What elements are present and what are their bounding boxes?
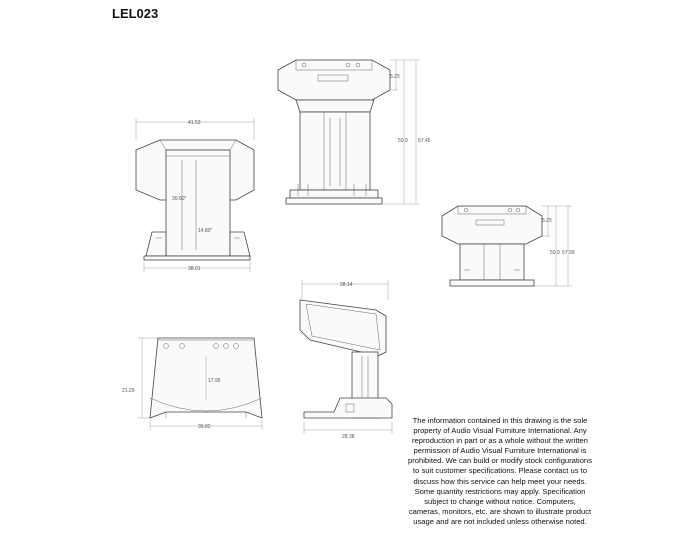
front-view	[136, 118, 254, 272]
side-top-height-label: 5.25	[390, 74, 400, 80]
right-view	[442, 206, 575, 286]
bottom-inner-height-label: 17.95	[208, 378, 221, 384]
front-width-label: 41.53	[188, 120, 201, 126]
bottom-height-label: 21.29	[122, 388, 135, 394]
right-mid-height-label: 50.9	[550, 250, 560, 256]
right-top-height-label: 5.25	[542, 218, 552, 224]
profile-base-width-label: 28.38	[342, 434, 355, 440]
front-inner-width-label: 14.80"	[198, 228, 213, 234]
bottom-width-label: 39.82	[198, 424, 211, 430]
profile-top-width-label: 28.14	[340, 282, 353, 288]
drawing-title: LEL023	[112, 6, 159, 21]
profile-view	[300, 280, 392, 440]
front-inner-height-label: 30.60"	[172, 196, 187, 202]
side-mid-height-label: 50.9	[398, 138, 408, 144]
front-base-width-label: 38.01	[188, 266, 201, 272]
side-total-height-label: 57.45	[418, 138, 431, 144]
perspective-view	[278, 60, 431, 204]
legal-notice: The information contained in this drawing is the sole property of Audio Visual Furniture International. Any reproduction in part or as a whole without the written permission of Audio Visual Furniture International is prohibited. We can build or modify stock configurations to suit customer specifications. Please contact us to discuss how this service can help meet your needs. Some quantity restrictions may apply. Specification subject to change without notice. Computers, cameras, monitors, etc. are shown to illustrate product usage and are not included unless otherwise noted.	[408, 416, 592, 526]
right-total-height-label: 57.99	[562, 250, 575, 256]
top-front-view	[122, 338, 262, 430]
